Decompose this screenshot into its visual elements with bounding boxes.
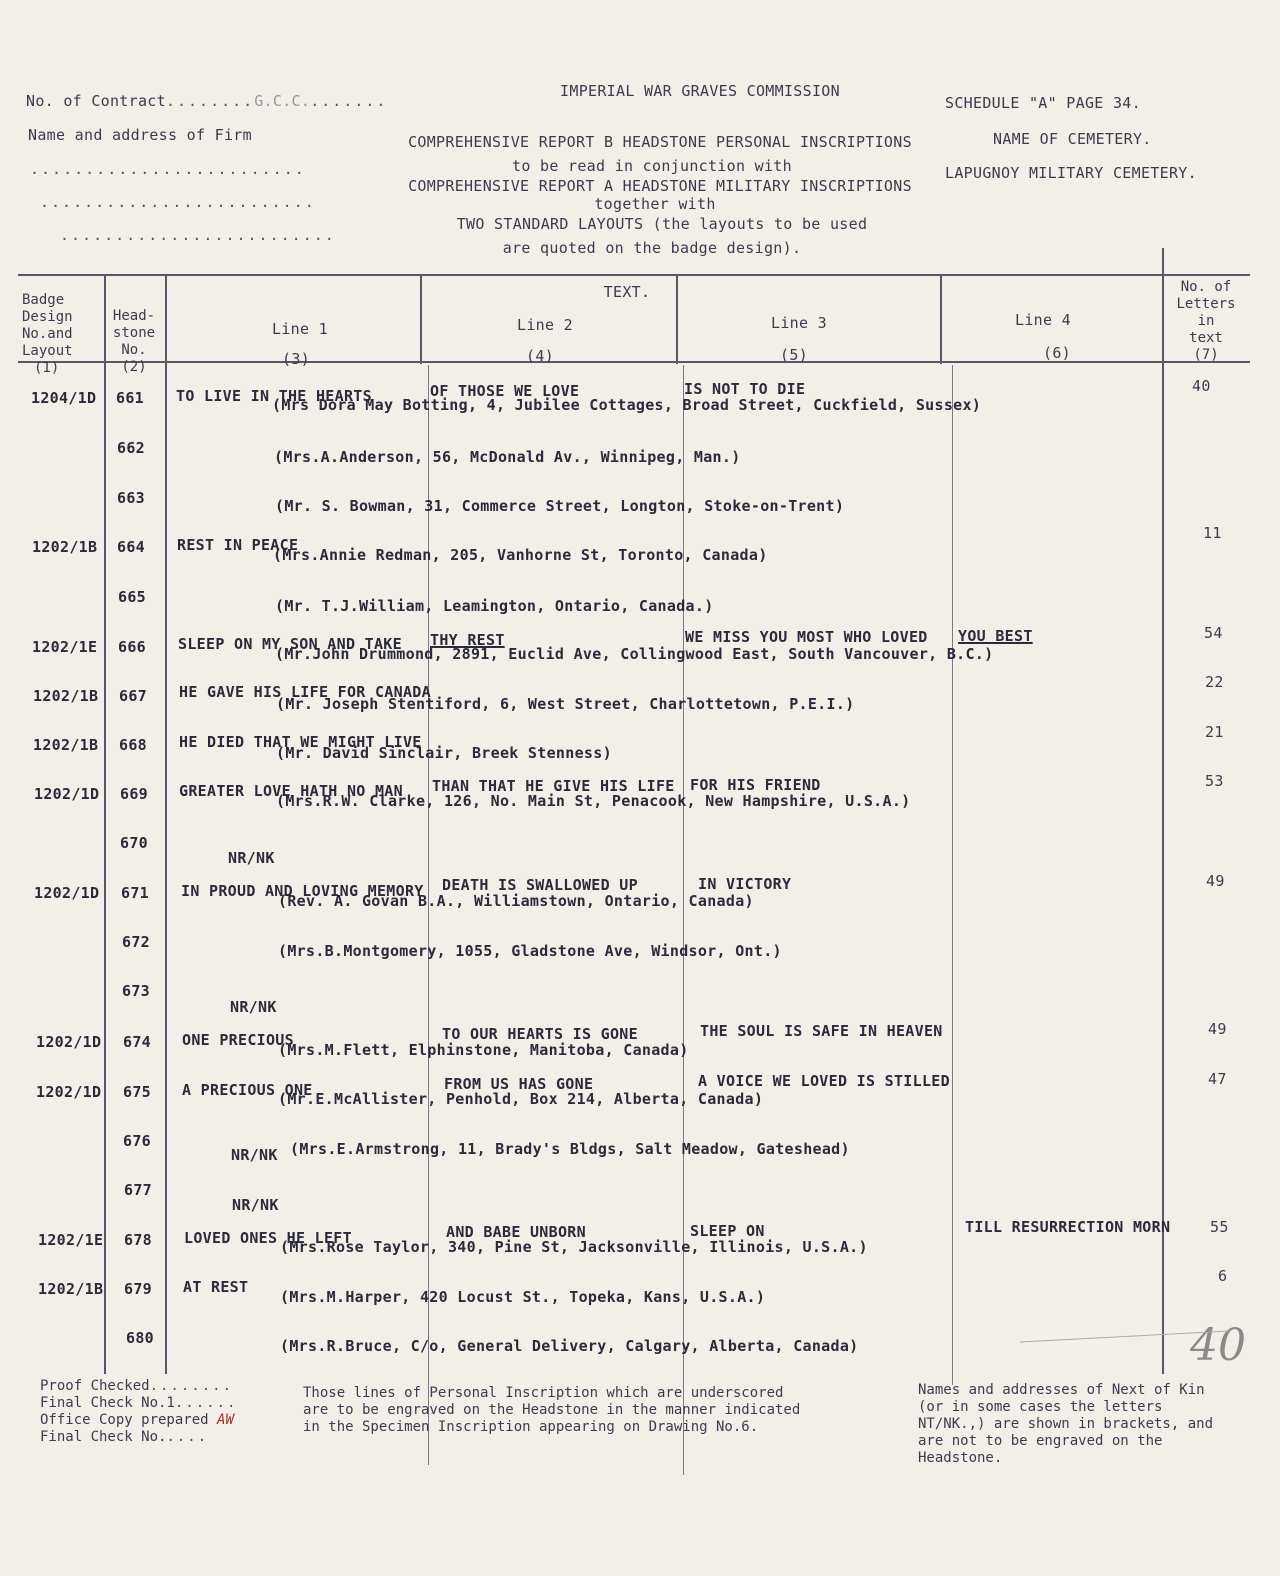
letter-count: 40 xyxy=(1192,377,1211,395)
inscription-line-3: SLEEP ON xyxy=(690,1222,765,1240)
header-line-2: Line 2 xyxy=(517,316,573,334)
headstone-no: 680 xyxy=(126,1329,154,1347)
inscription-line-1: A PRECIOUS ONE xyxy=(182,1081,313,1099)
headstone-no: 677 xyxy=(124,1181,152,1199)
col-divider-2 xyxy=(165,274,167,1374)
next-of-kin-address: (Mr. Joseph Stentiford, 6, West Street, Charlottetown, P.E.I.) xyxy=(276,695,855,713)
badge-design: 1204/1D xyxy=(31,389,97,407)
title-line-7: are quoted on the badge design). xyxy=(502,239,802,257)
headstone-no: 674 xyxy=(123,1033,151,1051)
headstone-no: 667 xyxy=(119,687,147,705)
letter-count: 55 xyxy=(1210,1218,1229,1236)
letter-count: 49 xyxy=(1206,872,1225,890)
headstone-no: 673 xyxy=(122,982,150,1000)
header-badge: Badge Design No.and Layout (1) xyxy=(22,292,73,376)
next-of-kin-address: (Mr.John Drummond, 2891, Euclid Ave, Collingwood East, South Vancouver, B.C.) xyxy=(275,645,994,663)
next-of-kin-note: Names and addresses of Next of Kin (or in some cases the letters NT/NK.,) are shown in brackets, and are not to be engraved on the Headstone. xyxy=(918,1382,1214,1466)
headstone-no: 671 xyxy=(121,884,149,902)
header-line-3: Line 3 xyxy=(771,314,827,332)
next-of-kin-address: (Mrs.R.W. Clarke, 126, No. Main St, Penacook, New Hampshire, U.S.A.) xyxy=(276,792,911,810)
schedule-label: SCHEDULE "A" PAGE 34. xyxy=(945,94,1141,112)
letter-count: 53 xyxy=(1205,772,1224,790)
firm-line-3: ......................... xyxy=(60,226,336,244)
header-line-1: Line 1 xyxy=(272,320,328,338)
letter-count: 22 xyxy=(1205,673,1224,691)
inscription-line-2: THAN THAT HE GIVE HIS LIFE xyxy=(432,777,675,795)
inscription-line-1: HE DIED THAT WE MIGHT LIVE xyxy=(179,733,422,751)
title-line-4: COMPREHENSIVE REPORT A HEADSTONE MILITARY INSCRIPTIONS xyxy=(408,177,912,195)
next-of-kin-address: (Mrs.M.Harper, 420 Locust St., Topeka, Kans, U.S.A.) xyxy=(280,1288,766,1306)
headstone-no: 666 xyxy=(118,638,146,656)
inscription-line-3: THE SOUL IS SAFE IN HEAVEN xyxy=(700,1022,943,1040)
firm-line-1: ......................... xyxy=(30,160,306,178)
inscription-line-1: HE GAVE HIS LIFE FOR CANADA xyxy=(179,683,431,701)
header-line-2-num: (4) xyxy=(526,347,554,365)
letter-count: 47 xyxy=(1208,1070,1227,1088)
inscription-line-3: FOR HIS FRIEND xyxy=(690,776,821,794)
underscore-note: Those lines of Personal Inscription which are underscored are to be engraved on the Headstone in the manner indicated in the Specimen Inscription appearing on Drawing No.6. xyxy=(303,1385,801,1435)
title-line-6: TWO STANDARD LAYOUTS (the layouts to be used xyxy=(456,215,868,233)
title-line-3: to be read in conjunction with xyxy=(512,157,792,175)
badge-design: 1202/1D xyxy=(36,1083,102,1101)
inscription-line-1: NR/NK xyxy=(231,1146,278,1164)
next-of-kin-address: (Mrs.Rose Taylor, 340, Pine St, Jacksonville, Illinois, U.S.A.) xyxy=(280,1238,868,1256)
inscription-line-2: THY REST xyxy=(430,631,505,649)
inscription-line-2: OF THOSE WE LOVE xyxy=(430,382,580,400)
letter-count: 54 xyxy=(1204,624,1223,642)
inscription-line-1: NR/NK xyxy=(230,998,277,1016)
table-top-rule xyxy=(18,274,1250,276)
header-line-4: Line 4 xyxy=(1015,311,1071,329)
col-divider-6 xyxy=(1162,248,1164,1374)
inscription-line-1: GREATER LOVE HATH NO MAN xyxy=(179,782,403,800)
header-letters: No. of Letters in text (7) xyxy=(1176,279,1236,363)
next-of-kin-address: (Mrs.A.Anderson, 56, McDonald Av., Winnipeg, Man.) xyxy=(274,448,741,466)
next-of-kin-address: (Mrs.M.Flett, Elphinstone, Manitoba, Canada) xyxy=(278,1041,689,1059)
col-divider-5 xyxy=(940,274,942,364)
next-of-kin-address: (Mrs.E.Armstrong, 11, Brady's Bldgs, Salt Meadow, Gateshead) xyxy=(290,1140,850,1158)
cemetery-label: NAME OF CEMETERY. xyxy=(993,130,1152,148)
next-of-kin-address: (Mr. David Sinclair, Breek Stenness) xyxy=(276,744,612,762)
next-of-kin-address: (Mrs.R.Bruce, C/o, General Delivery, Calgary, Alberta, Canada) xyxy=(280,1337,859,1355)
title-line-1: IMPERIAL WAR GRAVES COMMISSION xyxy=(560,82,840,100)
col-divider-1 xyxy=(104,274,106,1374)
check-office-copy: Office Copy prepared AW xyxy=(40,1412,234,1428)
badge-design: 1202/1B xyxy=(32,538,98,556)
next-of-kin-address: (Mr. T.J.William, Leamington, Ontario, Canada.) xyxy=(275,597,714,615)
header-headstone: Head- stone No. (2) xyxy=(112,308,156,375)
next-of-kin-address: (Rev. A. Govan B.A., Williamstown, Ontario, Canada) xyxy=(278,892,754,910)
next-of-kin-address: (Mr. S. Bowman, 31, Commerce Street, Longton, Stoke-on-Trent) xyxy=(275,497,845,515)
check-final-2: Final Check No..... xyxy=(40,1429,209,1445)
headstone-no: 669 xyxy=(120,785,148,803)
check-list xyxy=(40,1378,237,1446)
inscription-line-1: REST IN PEACE xyxy=(177,536,299,554)
letter-count: 21 xyxy=(1205,723,1224,741)
inscription-line-1: LOVED ONES HE LEFT xyxy=(184,1229,352,1247)
title-line-5: together with xyxy=(594,195,716,213)
headstone-no: 665 xyxy=(118,588,146,606)
inscription-line-2: AND BABE UNBORN xyxy=(446,1223,586,1241)
inscription-line-1: SLEEP ON MY SON AND TAKE xyxy=(178,635,402,653)
col-divider-4 xyxy=(676,274,678,364)
cemetery-name: LAPUGNOY MILITARY CEMETERY. xyxy=(945,164,1197,182)
headstone-no: 661 xyxy=(116,389,144,407)
letter-count: 49 xyxy=(1208,1020,1227,1038)
headstone-no: 675 xyxy=(123,1083,151,1101)
next-of-kin-address: (Mrs.B.Montgomery, 1055, Gladstone Ave, Windsor, Ont.) xyxy=(278,942,782,960)
col-mark-3 xyxy=(683,365,684,1475)
badge-design: 1202/1B xyxy=(33,736,99,754)
contract-label: No. of Contract........G.C.C........ xyxy=(26,92,388,110)
header-line-3-num: (5) xyxy=(780,346,808,364)
next-of-kin-address: (Mrs Dora May Botting, 4, Jubilee Cottages, Broad Street, Cuckfield, Sussex) xyxy=(272,396,982,414)
headstone-no: 676 xyxy=(123,1132,151,1150)
inscription-line-1: NR/NK xyxy=(232,1196,279,1214)
inscription-line-3: IN VICTORY xyxy=(698,875,792,893)
letter-count: 11 xyxy=(1203,524,1222,542)
headstone-no: 679 xyxy=(124,1280,152,1298)
col-divider-3 xyxy=(420,274,422,364)
pencil-total: 40 xyxy=(1190,1320,1246,1371)
headstone-no: 664 xyxy=(117,538,145,556)
badge-design: 1202/1B xyxy=(33,687,99,705)
headstone-no: 672 xyxy=(122,933,150,951)
badge-design: 1202/1D xyxy=(34,785,100,803)
headstone-no: 663 xyxy=(117,489,145,507)
headstone-no: 662 xyxy=(117,439,145,457)
header-line-4-num: (6) xyxy=(1043,344,1071,362)
inscription-line-3: A VOICE WE LOVED IS STILLED xyxy=(698,1072,950,1090)
badge-design: 1202/1D xyxy=(36,1033,102,1051)
inscription-line-1: ONE PRECIOUS xyxy=(182,1031,294,1049)
next-of-kin-address: (Mrs.Annie Redman, 205, Vanhorne St, Toronto, Canada) xyxy=(273,546,768,564)
next-of-kin-address: (Mr.E.McAllister, Penhold, Box 214, Alberta, Canada) xyxy=(278,1090,764,1108)
title-line-2: COMPREHENSIVE REPORT B HEADSTONE PERSONAL INSCRIPTIONS xyxy=(408,133,912,151)
inscription-line-1: IN PROUD AND LOVING MEMORY xyxy=(181,882,424,900)
inscription-line-2: TO OUR HEARTS IS GONE xyxy=(442,1025,638,1043)
inscription-line-1: AT REST xyxy=(183,1278,249,1296)
check-final-1: Final Check No.1...... xyxy=(40,1395,238,1411)
headstone-no: 668 xyxy=(119,736,147,754)
inscription-line-3: WE MISS YOU MOST WHO LOVED xyxy=(685,628,928,646)
headstone-no: 670 xyxy=(120,834,148,852)
inscription-line-4: TILL RESURRECTION MORN xyxy=(965,1218,1171,1236)
inscription-line-4: YOU BEST xyxy=(958,627,1033,645)
letter-count: 6 xyxy=(1218,1267,1228,1285)
badge-design: 1202/1E xyxy=(38,1231,104,1249)
firm-line-2: ......................... xyxy=(40,193,316,211)
inscription-line-1: TO LIVE IN THE HEARTS xyxy=(176,387,372,405)
inscription-line-1: NR/NK xyxy=(228,849,275,867)
header-text: TEXT. xyxy=(603,283,651,301)
inscription-line-3: IS NOT TO DIE xyxy=(684,380,806,398)
headstone-no: 678 xyxy=(124,1231,152,1249)
badge-design: 1202/1E xyxy=(32,638,98,656)
badge-design: 1202/1D xyxy=(34,884,100,902)
inscription-line-2: DEATH IS SWALLOWED UP xyxy=(442,876,638,894)
inscription-line-2: FROM US HAS GONE xyxy=(444,1075,594,1093)
firm-label: Name and address of Firm xyxy=(28,126,252,144)
col-mark-4 xyxy=(952,365,953,1385)
header-line-1-num: (3) xyxy=(282,350,310,368)
check-proof: Proof Checked........ xyxy=(40,1378,234,1394)
badge-design: 1202/1B xyxy=(38,1280,104,1298)
